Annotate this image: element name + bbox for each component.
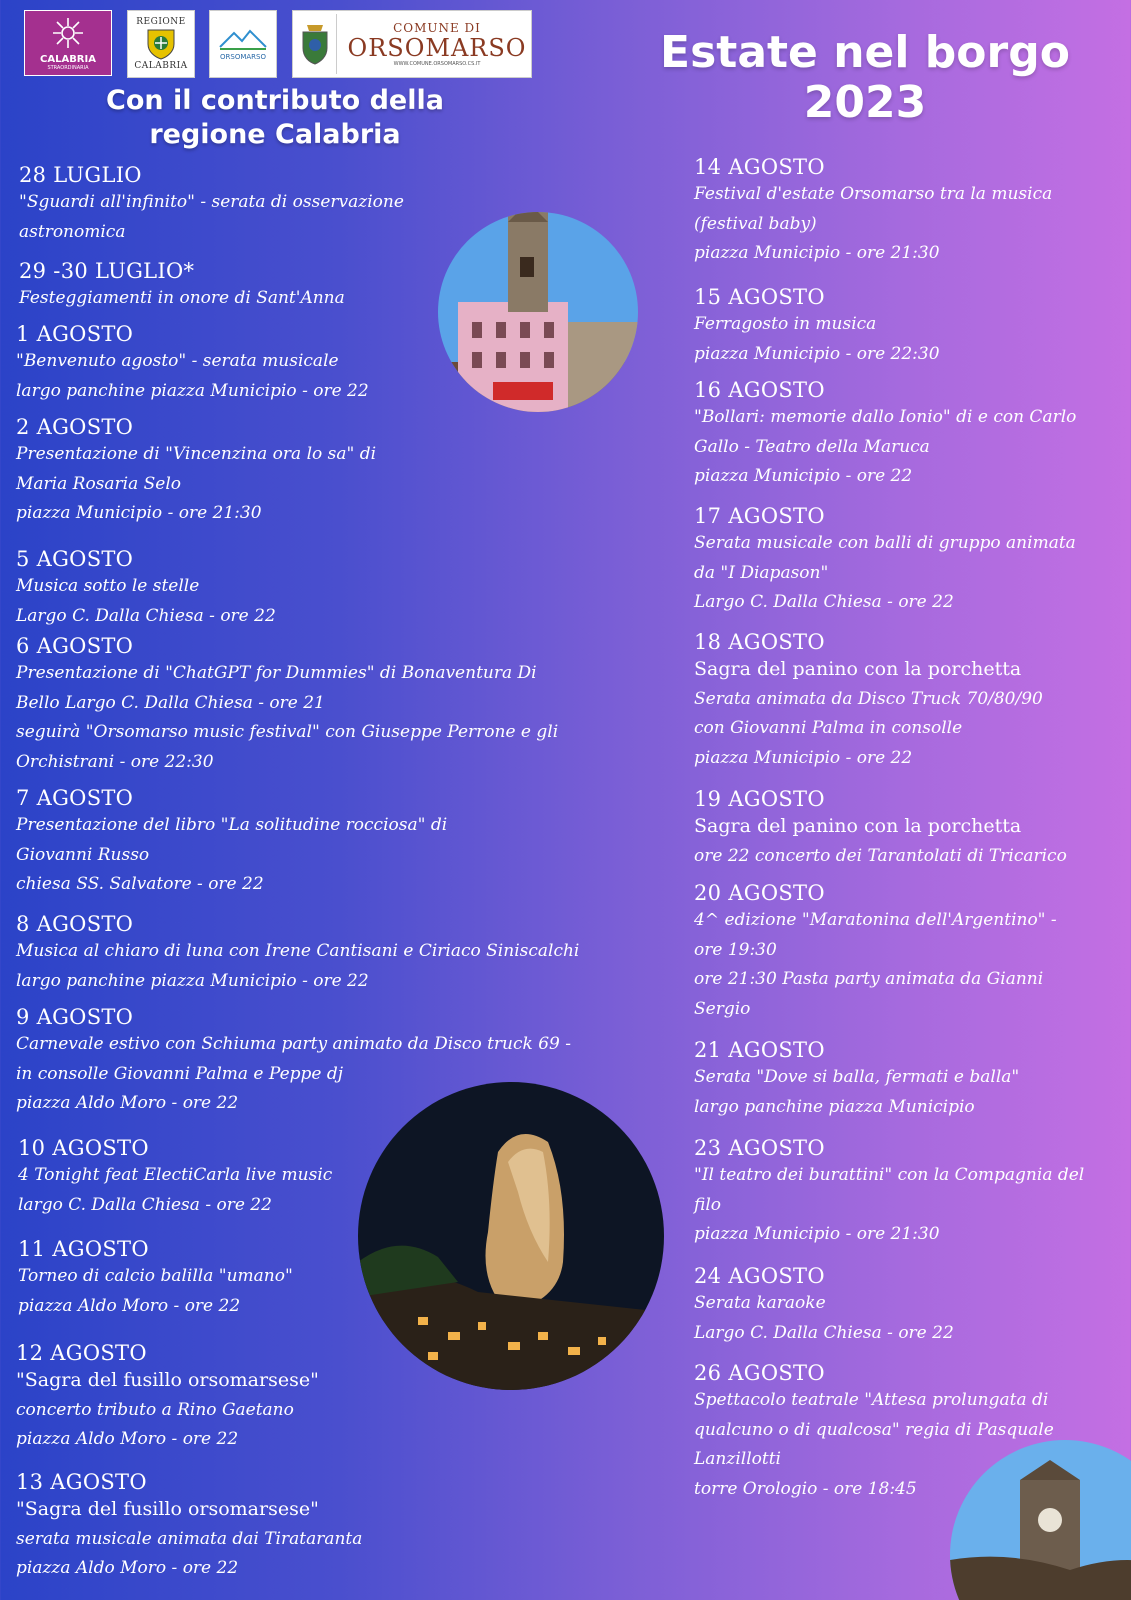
- event-line: Serata animata da Disco Truck 70/80/90: [694, 688, 1043, 709]
- event-date: 21 AGOSTO: [694, 1038, 825, 1062]
- page-title-line1: Estate nel borgo: [660, 27, 1070, 78]
- event-date: 15 AGOSTO: [694, 285, 825, 309]
- crest-icon: [300, 23, 330, 65]
- event-23-agosto: [694, 1135, 1124, 1250]
- event-17-agosto: [694, 503, 1124, 618]
- event-28-luglio: [19, 162, 659, 247]
- contribution-heading: [95, 84, 455, 152]
- comune-orsomarso-logo: [292, 10, 532, 78]
- event-24-agosto: [694, 1263, 1124, 1348]
- event-date: 9 AGOSTO: [16, 1005, 134, 1029]
- event-line: "Benvenuto agosto" - serata musicale: [16, 351, 339, 371]
- event-line: Sagra del panino con la porchetta: [694, 658, 1022, 680]
- regione-logo-line1: REGIONE: [136, 17, 186, 27]
- event-line: Musica al chiaro di luna con Irene Cantisani e Ciriaco Siniscalchi: [16, 941, 580, 961]
- event-line: Festival d'estate Orsomarso tra la musica: [694, 184, 1053, 204]
- comune-text: [343, 21, 531, 67]
- event-line: in consolle Giovanni Palma e Peppe dj: [16, 1063, 344, 1084]
- comune-crest: [293, 14, 337, 74]
- event-date: 28 LUGLIO: [19, 163, 142, 187]
- event-line: piazza Aldo Moro - ore 22: [16, 1093, 239, 1113]
- event-date: 11 AGOSTO: [18, 1237, 149, 1261]
- event-11-agosto: [18, 1236, 658, 1321]
- event-16-agosto: [694, 377, 1124, 492]
- event-line: Orchistrani - ore 22:30: [16, 751, 214, 772]
- event-line: torre Orologio - ore 18:45: [694, 1478, 917, 1499]
- event-line: Largo C. Dalla Chiesa - ore 22: [16, 605, 276, 626]
- event-date: 29 -30 LUGLIO*: [19, 259, 195, 283]
- event-date: 20 AGOSTO: [694, 881, 825, 905]
- event-line: Torneo di calcio balilla "umano": [18, 1266, 293, 1286]
- event-18-agosto: [694, 629, 1124, 773]
- event-line: Carnevale estivo con Schiuma party animato da Disco truck 69 -: [16, 1034, 571, 1054]
- event-15-agosto: [694, 284, 1124, 369]
- event-line: piazza Municipio - ore 22: [694, 466, 913, 486]
- event-2-agosto: [16, 414, 656, 529]
- event-line: Musica sotto le stelle: [16, 576, 200, 596]
- event-5-agosto: [16, 546, 656, 631]
- event-date: 16 AGOSTO: [694, 378, 825, 402]
- comune-line2: ORSOMARSO: [347, 34, 527, 62]
- event-date: 24 AGOSTO: [694, 1264, 825, 1288]
- calabria-logo-sub: STRAORDINARIA: [47, 64, 89, 71]
- event-line: da "I Diapason": [694, 562, 829, 583]
- mountain-icon: [218, 27, 268, 51]
- event-10-agosto: [18, 1135, 658, 1220]
- event-line: astronomica: [19, 221, 126, 242]
- event-line: largo panchine piazza Municipio - ore 22: [16, 970, 369, 991]
- event-date: 17 AGOSTO: [694, 504, 825, 528]
- contribution-line2: regione Calabria: [149, 119, 401, 150]
- event-14-agosto: [694, 154, 1124, 269]
- event-line: piazza Municipio - ore 22:30: [694, 343, 940, 364]
- event-line: Serata "Dove si balla, fermati e balla": [694, 1067, 1020, 1087]
- event-line: Presentazione di "Vincenzina ora lo sa" di: [16, 444, 377, 464]
- event-line: ore 22 concerto dei Tarantolati di Tricarico: [694, 845, 1067, 866]
- event-line: Maria Rosaria Selo: [16, 473, 182, 494]
- event-line: 4^ edizione "Maratonina dell'Argentino" -: [694, 910, 1057, 930]
- regione-logo-line2: CALABRIA: [134, 61, 188, 71]
- event-line: Presentazione del libro "La solitudine rocciosa" di: [16, 815, 448, 835]
- event-line: piazza Municipio - ore 21:30: [694, 243, 940, 263]
- event-line: piazza Municipio - ore 22: [694, 747, 913, 768]
- event-line: Lanzillotti: [694, 1449, 781, 1469]
- event-line: Sergio: [694, 998, 751, 1019]
- event-line: ore 21:30 Pasta party animata da Gianni: [694, 969, 1044, 989]
- event-line: ore 19:30: [694, 939, 777, 960]
- regione-shield-icon: [146, 27, 176, 61]
- event-13-agosto: [16, 1469, 656, 1584]
- event-line: serata musicale animata dai Tirataranta: [16, 1528, 363, 1549]
- event-line: Spettacolo teatrale "Attesa prolungata di: [694, 1390, 1049, 1410]
- event-line: largo panchine piazza Municipio: [694, 1096, 975, 1117]
- event-9-agosto: [16, 1004, 656, 1119]
- event-date: 23 AGOSTO: [694, 1136, 825, 1160]
- event-line: chiesa SS. Salvatore - ore 22: [16, 874, 264, 894]
- event-line: Bello Largo C. Dalla Chiesa - ore 21: [16, 692, 325, 713]
- pro-loco-logo: [209, 10, 277, 78]
- event-12-agosto: [16, 1340, 656, 1455]
- event-line: "Sagra del fusillo orsomarsese": [16, 1498, 319, 1520]
- event-6-agosto: [16, 633, 656, 777]
- event-line: "Sagra del fusillo orsomarsese": [16, 1369, 319, 1391]
- comune-url: WWW.COMUNE.ORSOMARSO.CS.IT: [393, 61, 481, 67]
- event-line: piazza Aldo Moro - ore 22: [16, 1429, 239, 1449]
- event-line: Largo C. Dalla Chiesa - ore 22: [694, 1322, 954, 1343]
- event-line: piazza Aldo Moro - ore 22: [18, 1295, 241, 1316]
- event-date: 18 AGOSTO: [694, 630, 825, 654]
- calabria-straordinaria-logo: [24, 10, 112, 76]
- event-line: "Sguardi all'infinito" - serata di osservazione: [19, 192, 404, 212]
- event-line: Presentazione di "ChatGPT for Dummies" di Bonaventura Di: [16, 663, 537, 683]
- event-date: 5 AGOSTO: [16, 547, 134, 571]
- event-line: con Giovanni Palma in consolle: [694, 718, 963, 738]
- event-line: Gallo - Teatro della Maruca: [694, 436, 930, 457]
- event-date: 2 AGOSTO: [16, 415, 134, 439]
- event-line: largo C. Dalla Chiesa - ore 22: [18, 1194, 272, 1215]
- event-date: 19 AGOSTO: [694, 787, 825, 811]
- event-date: 14 AGOSTO: [694, 155, 825, 179]
- event-line: Sagra del panino con la porchetta: [694, 815, 1022, 837]
- event-21-agosto: [694, 1037, 1124, 1122]
- page-title-line2: 2023: [803, 77, 927, 128]
- event-line: Largo C. Dalla Chiesa - ore 22: [694, 592, 954, 612]
- page-title: [650, 28, 1080, 128]
- event-date: 10 AGOSTO: [18, 1136, 149, 1160]
- event-line: Serata musicale con balli di gruppo animata: [694, 533, 1076, 553]
- event-line: Festeggiamenti in onore di Sant'Anna: [19, 288, 345, 308]
- event-line: Ferragosto in musica: [694, 314, 877, 334]
- event-line: seguirà "Orsomarso music festival" con Giuseppe Perrone e gli: [16, 722, 559, 742]
- event-line: piazza Municipio - ore 21:30: [694, 1224, 940, 1244]
- event-1-agosto: [16, 321, 656, 406]
- event-line: Serata karaoke: [694, 1293, 826, 1313]
- event-date: 1 AGOSTO: [16, 322, 134, 346]
- contribution-line1: Con il contributo della: [106, 85, 444, 116]
- event-line: piazza Municipio - ore 21:30: [16, 503, 262, 523]
- event-line: largo panchine piazza Municipio - ore 22: [16, 380, 369, 401]
- event-date: 26 AGOSTO: [694, 1361, 825, 1385]
- event-line: "Il teatro dei burattini" con la Compagnia del: [694, 1165, 1085, 1185]
- event-line: concerto tributo a Rino Gaetano: [16, 1399, 294, 1420]
- event-date: 7 AGOSTO: [16, 786, 134, 810]
- event-line: "Bollari: memorie dallo Ionio" di e con Carlo: [694, 407, 1077, 427]
- event-date: 8 AGOSTO: [16, 912, 134, 936]
- event-19-agosto: [694, 786, 1124, 871]
- event-date: 6 AGOSTO: [16, 634, 134, 658]
- event-29-30-luglio: [19, 258, 659, 314]
- event-8-agosto: [16, 911, 656, 996]
- event-20-agosto: [694, 880, 1124, 1024]
- event-date: 13 AGOSTO: [16, 1470, 147, 1494]
- event-line: (festival baby): [694, 213, 817, 234]
- event-line: filo: [694, 1194, 722, 1215]
- event-line: 4 Tonight feat ElectiCarla live music: [18, 1165, 333, 1185]
- event-7-agosto: [16, 785, 656, 900]
- event-line: Giovanni Russo: [16, 844, 150, 865]
- sunburst-icon: [51, 16, 85, 50]
- event-line: qualcuno o di qualcosa" regia di Pasquale: [694, 1419, 1054, 1440]
- event-date: 12 AGOSTO: [16, 1341, 147, 1365]
- event-line: piazza Aldo Moro - ore 22: [16, 1558, 239, 1578]
- calabria-logo-label: CALABRIA: [40, 53, 96, 65]
- pro-loco-label: ORSOMARSO: [220, 53, 266, 61]
- comune-line1: COMUNE DI: [393, 21, 481, 35]
- regione-calabria-logo: [127, 10, 195, 78]
- event-26-agosto: [694, 1360, 1124, 1504]
